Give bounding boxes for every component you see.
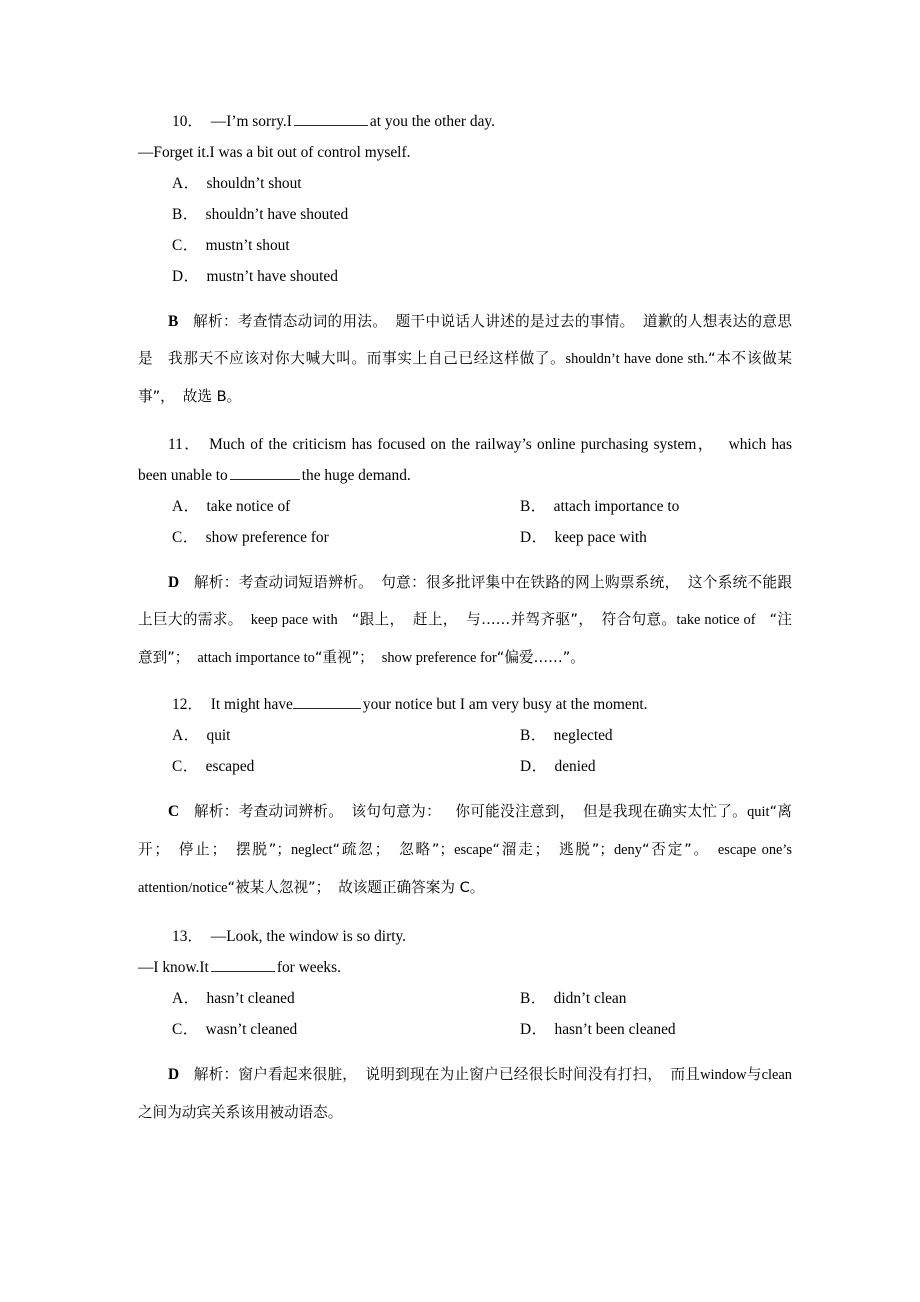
option-a-cell[interactable] [172,491,520,522]
question-block-10 [138,106,792,415]
analysis-text-en-2: take notice of [676,612,756,628]
option-c-label: wasn’t cleaned [205,1021,298,1038]
question-13-stem-line-1 [138,921,792,952]
question-11-number: 11． [168,436,202,453]
option-c-cell[interactable] [172,1014,520,1045]
analysis-text-en-3: attach importance to [197,650,315,666]
analysis-text-11: 逃脱”； [557,841,614,858]
analysis-text-4: “跟上， [351,611,405,628]
analysis-text-en-4: show preference for [381,650,497,666]
option-a-label: hasn’t cleaned [206,990,295,1007]
option-c-letter: C． [172,758,199,775]
option-d-label: mustn’t have shouted [206,268,338,285]
analysis-text-en-2: clean [761,1067,792,1083]
analysis-text-13: “被某人忽视”； [227,879,331,896]
question-13-stem-text-1: —Look, the window is so dirty. [210,928,407,945]
question-11-stem [138,429,792,491]
question-11-options-row-1[interactable] [138,491,792,522]
analysis-text-8: “注意到”； [138,611,793,666]
question-10-analysis [138,303,792,415]
question-block-13 [138,921,792,1131]
option-d-letter: D． [520,758,548,775]
question-10-stem-text-b: at you the other day. [369,113,495,130]
analysis-text-en-1: window [700,1067,747,1083]
analysis-text-5: 之间为动宾关系该用被动语态。 [138,1104,343,1121]
option-c-cell[interactable] [172,751,520,782]
question-12-options-row-1[interactable] [138,720,792,751]
option-a-letter: A． [172,498,200,515]
analysis-label: 解析： [193,803,239,820]
analysis-text-4: 但是我现在确实太忙了。 [582,803,748,820]
question-13-analysis [138,1056,792,1131]
question-13-stem-text-2a: —I know.It [138,959,209,976]
analysis-text-3: 而且 [670,1066,701,1083]
question-13-number: 13． [172,928,203,945]
analysis-text-2: 句意：很多批评集中在铁路的网上购票系统， [380,574,680,591]
analysis-label: 解析： [192,313,238,330]
question-12-blank[interactable] [293,694,361,709]
option-a-cell[interactable] [172,983,520,1014]
option-a-cell[interactable] [172,720,520,751]
option-a-cell [172,168,520,199]
analysis-text-7: 符合句意。 [601,611,677,628]
option-a-label: quit [206,727,231,744]
option-a-label: shouldn’t shout [206,175,302,192]
question-10-stem-line-1 [138,106,792,137]
option-b-label: didn’t clean [553,990,627,1007]
question-10-option-c[interactable] [138,230,792,261]
question-12-options-row-2[interactable] [138,751,792,782]
analysis-text-9: “重视”； [314,649,374,666]
analysis-text-6: 与……并驾齐驱”， [465,611,594,628]
option-b-label: shouldn’t have shouted [205,206,349,223]
analysis-text-3: 这个系统不能跟上巨大的需求。 [138,574,792,628]
analysis-text-2: 该句句意为： [351,803,441,820]
question-12-stem [138,689,792,720]
option-d-label: denied [554,758,596,775]
question-13-stem-line-2 [138,952,792,983]
question-10-option-d[interactable] [138,261,792,292]
question-13-options-row-1[interactable] [138,983,792,1014]
analysis-label: 解析： [193,1066,239,1083]
analysis-text-5: 赶上， [412,611,458,628]
option-d-letter: D． [172,268,200,285]
question-10-stem-line-2: —Forget it.I was a bit out of control myself. [138,144,411,161]
question-block-12 [138,689,792,907]
analysis-label: 解析： [193,574,239,591]
analysis-text-12: “否定”。 [641,841,710,858]
analysis-text-8: “疏忽； [332,841,390,858]
option-c-label: show preference for [205,529,329,546]
analysis-text-6: 故选 B。 [182,388,242,405]
question-13-answer-letter: D [168,1066,180,1083]
question-11-blank[interactable] [230,465,300,480]
question-12-stem-text-a: It might have [210,696,293,713]
option-a-letter: A． [172,727,200,744]
question-11-stem-text-1: Much of the criticism has focused on the railway’s online purchasing system， [209,436,715,453]
question-13-stem-text-2b: for weeks. [276,959,341,976]
question-10-number: 10． [172,113,203,130]
analysis-text-14: 故该题正确答案为 C。 [338,879,485,896]
analysis-text-7: 摆脱”； [234,841,291,858]
question-10-option-b[interactable] [138,199,792,230]
option-b-label: neglected [553,727,613,744]
option-b-cell[interactable] [520,983,626,1014]
option-c-cell[interactable] [172,522,520,553]
analysis-text-5: “离开； [138,803,792,858]
option-b-cell [172,199,520,230]
option-a-letter: A． [172,990,200,1007]
analysis-text-9: 忽略”； [397,841,455,858]
question-13-options-row-2[interactable] [138,1014,792,1045]
question-11-stem-text-3: the huge demand. [301,467,411,484]
analysis-text-4: 与 [746,1066,762,1083]
option-b-letter: B． [172,206,199,223]
question-13-blank[interactable] [211,957,275,972]
option-b-letter: B． [520,498,547,515]
question-block-11 [138,429,792,677]
option-a-label: take notice of [206,498,291,515]
analysis-text-en-5: escape one’s attention/notice [138,842,792,896]
question-11-analysis [138,564,792,677]
question-12-answer-letter: C [168,803,180,820]
analysis-text-3: 你可能没注意到， [455,803,575,820]
analysis-text-en-2: neglect [290,842,333,858]
option-b-cell[interactable] [520,491,679,522]
analysis-text-10: “溜走； [492,841,550,858]
option-d-cell[interactable] [520,751,596,782]
option-d-cell[interactable] [520,1014,676,1045]
option-d-label: keep pace with [554,529,647,546]
question-11-stem-text-2: which has been unable to [138,436,792,484]
option-b-letter: B． [520,990,547,1007]
analysis-text-en-1: quit [747,804,770,820]
question-10-stem-text-a: —I’m sorry.I [210,113,292,130]
option-c-letter: C． [172,237,199,254]
question-12-number: 12． [172,696,203,713]
analysis-text-en-3: escape [454,842,493,858]
option-c-letter: C． [172,1021,199,1038]
option-d-letter: D． [520,529,548,546]
option-d-label: hasn’t been cleaned [554,1021,676,1038]
option-d-cell [172,261,520,292]
page-content [138,106,792,1131]
option-d-cell[interactable] [520,522,647,553]
question-10-answer-letter: B [168,313,179,330]
analysis-text-3: 道歉的人想表达的意思是 [138,313,792,367]
question-10-option-a[interactable] [138,168,792,199]
option-c-cell [172,230,520,261]
analysis-text-2: 题干中说话人讲述的是过去的事情。 [395,313,635,330]
analysis-text-1: 考查动词短语辨析。 [238,574,373,591]
analysis-text-1: 考查情态动词的用法。 [237,313,388,330]
question-12-stem-text-b: your notice but I am very busy at the moment. [362,696,648,713]
option-c-label: escaped [205,758,255,775]
option-b-label: attach importance to [553,498,680,515]
analysis-text-5: “本不该做某事”， [138,350,792,405]
option-b-cell[interactable] [520,720,613,751]
option-c-label: mustn’t shout [205,237,290,254]
analysis-text-en-4: deny [613,842,642,858]
analysis-text-10: “偏爱……”。 [496,649,585,666]
option-a-letter: A． [172,175,200,192]
analysis-text-2: 说明到现在为止窗户已经很长时间没有打扫， [365,1066,663,1083]
question-11-answer-letter: D [168,574,180,591]
question-10-blank[interactable] [294,111,368,126]
analysis-text-4: 我那天不应该对你大喊大叫。而事实上自己已经这样做了。 [167,350,566,367]
question-12-analysis [138,793,792,907]
analysis-text-en-1: keep pace with [250,612,338,628]
analysis-text-1: 考查动词辨析。 [238,803,344,820]
option-d-letter: D． [520,1021,548,1038]
analysis-text-6: 停止； [177,841,227,858]
option-b-letter: B． [520,727,547,744]
question-11-options-row-2[interactable] [138,522,792,553]
analysis-text-en-1: shouldn’t have done sth. [565,351,708,367]
option-c-letter: C． [172,529,199,546]
analysis-text-1: 窗户看起来很脏， [238,1066,358,1083]
